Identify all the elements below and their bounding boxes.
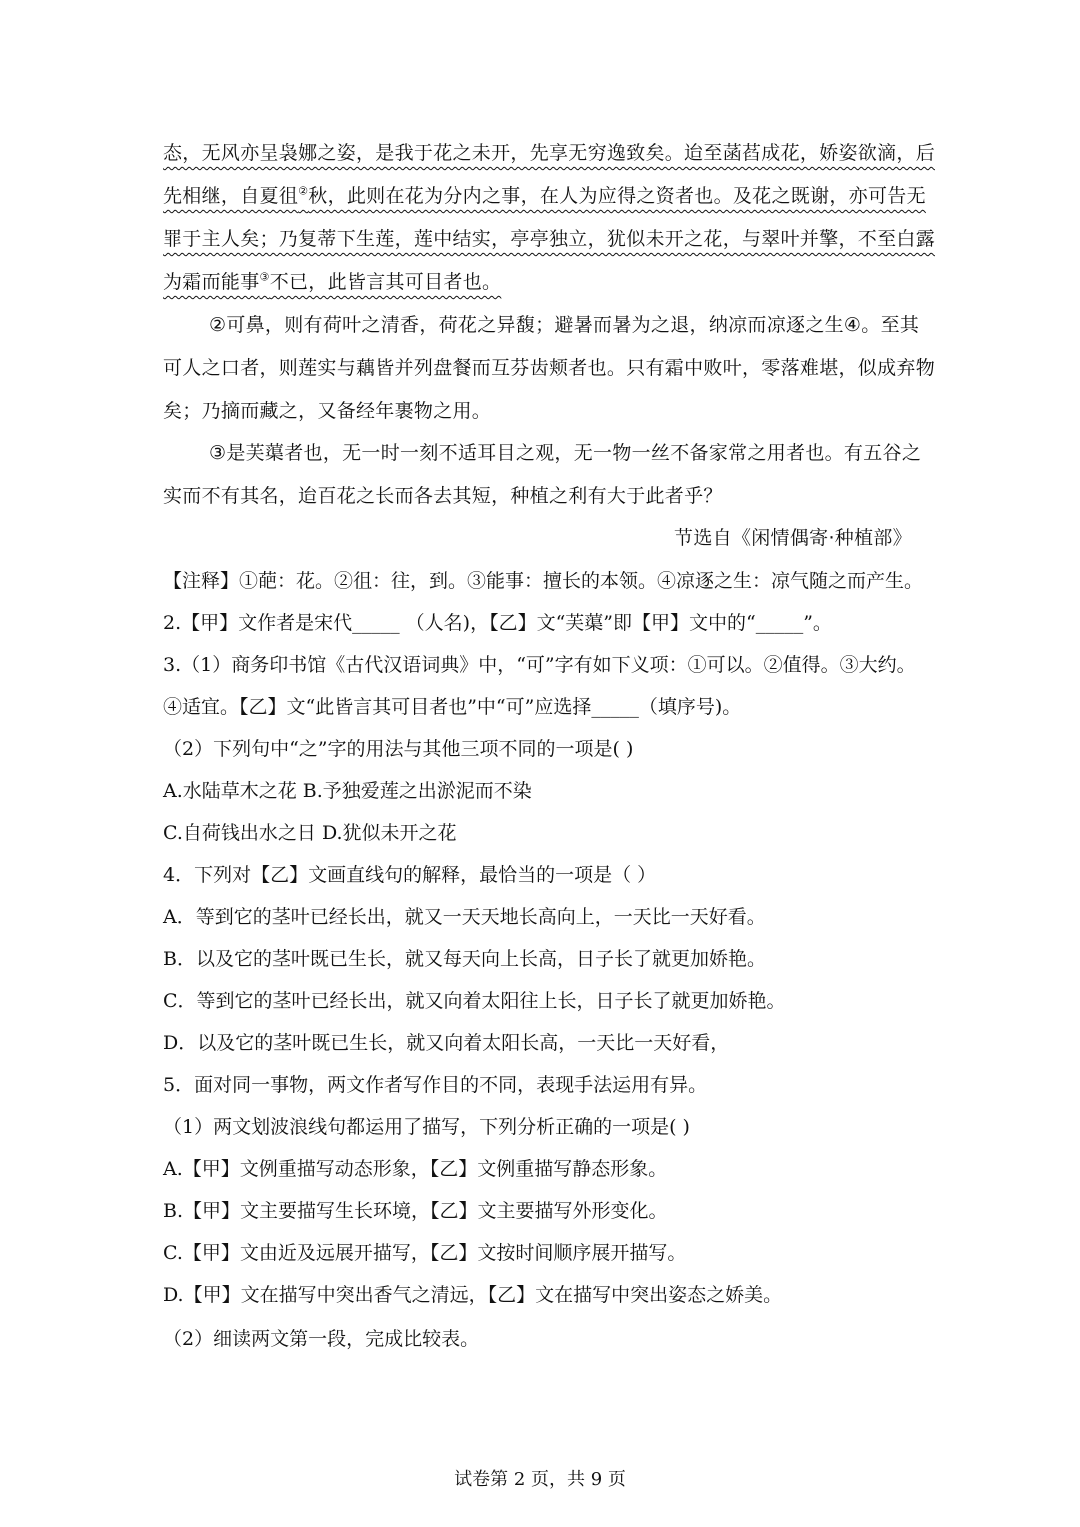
page-footer: 试卷第 2 页，共 9 页 [454, 1469, 626, 1490]
question-5-1-option-d: D.【甲】文在描写中突出香气之清远，【乙】文在描写中突出姿态之娇美。 [163, 1284, 783, 1306]
passage-text: 秋，此则在花为分内之事，在人为应得之资者也。及花之既谢，亦可告无 [308, 185, 926, 207]
paragraph-3-line-2: 实而不有其名，迨百花之长而各去其短，种植之利有大于此者乎？ [163, 485, 723, 507]
option-a-b: A.水陆草木之花 B.予独爱莲之出淤泥而不染 [163, 780, 532, 802]
passage-text: 不已，此皆言其可目者也。 [269, 271, 502, 293]
paragraph-2-line-1: ②可鼻，则有荷叶之清香，荷花之异馥；避暑而暑为之退，纳凉而凉逐之生④。至其 [209, 314, 920, 336]
question-5-1-option-b: B.【甲】文主要描写生长环境，【乙】文主要描写外形变化。 [163, 1200, 668, 1222]
passage-line [163, 226, 935, 252]
passage-line [163, 183, 926, 209]
footnote-marker: ③ [259, 270, 270, 284]
option-c-d: C.自荷钱出水之日 D.犹似未开之花 [163, 822, 457, 844]
question-4: 4．下列对【乙】文画直线句的解释，最恰当的一项是（ ） [163, 864, 657, 886]
question-3-1-cont: ④适宜。【乙】文“此皆言其可目者也”中“可”应选择_____（填序号)。 [163, 696, 742, 718]
paragraph-2-line-2: 可人之口者，则莲实与藕皆并列盘餐而互芬齿颊者也。只有霜中败叶，零落难堪，似成弃物 [163, 357, 936, 379]
question-4-option-d: D．以及它的茎叶既已生长，就又向着太阳长高，一天比一天好看， [163, 1032, 730, 1054]
passage-text: 先相继，自夏徂 [163, 185, 299, 207]
question-3-2: （2）下列句中“之”字的用法与其他三项不同的一项是( ) [163, 738, 634, 760]
passage-text: 态，无风亦呈袅娜之姿，是我于花之未开，先享无穷逸致矣。迨至菡萏成花，娇姿欲滴，后 [163, 142, 936, 164]
passage-text: 罪于主人矣；乃复蒂下生莲，莲中结实，亭亭独立，犹似未开之花，与翠叶并擎，不至白露 [163, 228, 936, 250]
paragraph-3-line-1: ③是芙蕖者也，无一时一刻不适耳目之观，无一物一丝不备家常之用者也。有五谷之 [209, 442, 922, 464]
question-4-option-a: A．等到它的茎叶已经长出，就又一天天地长高向上，一天比一天好看。 [163, 906, 766, 928]
passage-line [163, 140, 935, 166]
passage-line [163, 269, 501, 295]
question-5-1-option-a: A.【甲】文例重描写动态形象，【乙】文例重描写静态形象。 [163, 1158, 668, 1180]
paragraph-2-line-3: 矣；乃摘而藏之，又备经年裹物之用。 [163, 400, 492, 422]
source-citation: 节选自《闲情偶寄·种植部》 [674, 527, 912, 549]
question-3-1: 3.（1）商务印书馆《古代汉语词典》中，“可”字有如下义项：①可以。②值得。③大约。 [163, 654, 916, 676]
question-5-1: （1）两文划波浪线句都运用了描写，下列分析正确的一项是( ) [163, 1116, 690, 1138]
footnote-marker: ② [298, 184, 309, 198]
question-4-option-b: B．以及它的茎叶既已生长，就又每天向上长高，日子长了就更加娇艳。 [163, 948, 766, 970]
question-5-2: （2）细读两文第一段，完成比较表。 [163, 1328, 480, 1350]
question-5: 5．面对同一事物，两文作者写作目的不同，表现手法运用有异。 [163, 1074, 708, 1096]
question-4-option-c: C．等到它的茎叶已经长出，就又向着太阳往上长，日子长了就更加娇艳。 [163, 990, 786, 1012]
passage-text: 为霜而能事 [163, 271, 260, 293]
question-2: 2.【甲】文作者是宋代_____ （人名)，【乙】文“芙蕖”即【甲】文中的“_____”。 [163, 612, 832, 634]
question-5-1-option-c: C.【甲】文由近及远展开描写，【乙】文按时间顺序展开描写。 [163, 1242, 687, 1264]
annotation-notes: 【注释】①葩：花。②徂：往，到。③能事：擅长的本领。④凉逐之生：凉气随之而产生。 [163, 570, 924, 592]
